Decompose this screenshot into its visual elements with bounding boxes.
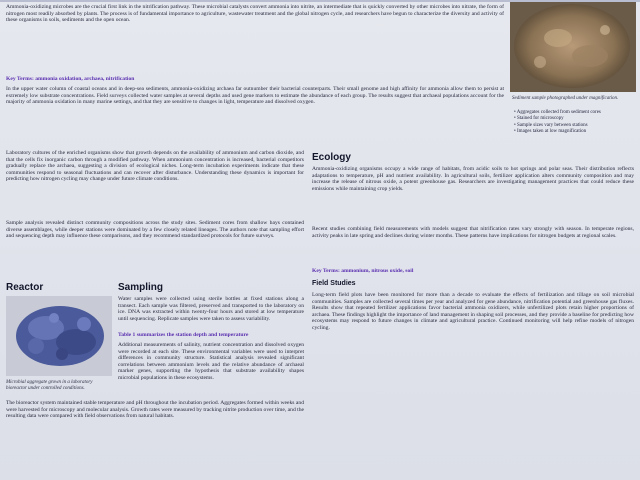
bullet-item: • Images taken at low magnification	[514, 129, 636, 135]
intro-paragraph: Ammonia-oxidizing microbes are the crucial first link in the nitrification pathway. These microbial catalysts convert ammonia into nitrite, an intermediate that is quickly converted by other microbes into nitrate, the form of nitrogen most readily absorbed by plants. The process is of fundamental importance to agriculture, wastewater treatment and the global nitrogen cycle, and researchers have begun to characterize the diversity and activity of these organisms in soils, sediments and the open ocean.	[6, 4, 504, 24]
ecology-paragraph-2: Recent studies combining field measurements with models suggest that nitrification rates vary strongly with season. In temperate regions, activity peaks in late spring and declines during winter months. These patterns have implications for nitrogen budgets at regional scales.	[312, 226, 634, 239]
reactor-paragraph: The bioreactor system maintained stable temperature and pH throughout the incubation period. Aggregates formed within weeks and were harvested for microscopy and molecular analysis. Growth rates were measured by tracking nitrite production over time, and the resulting data were compared with field observations from natural habitats.	[6, 400, 304, 420]
ecology-paragraph: Ammonia-oxidizing organisms occupy a wide range of habitats, from acidic soils to hot springs and polar seas. Their distribution reflects adaptations to temperature, pH and nutrient availability. In agricultural soils, fertilizer application alters community composition and may increase the release of nitrous oxide, a potent greenhouse gas. Researchers are investigating management practices that could reduce these emissions while maintaining crop yields.	[312, 166, 634, 192]
aggregate-photo-caption: Microbial aggregate grown in a laboratory bioreactor under controlled conditions.	[6, 380, 93, 391]
sampling-paragraph: Water samples were collected using sterile bottles at fixed stations along a transect. Each sample was filtered, preserved and transported to the laboratory on ice. DNA was extracted within twenty-four hours and stored at low temperature until sequencing. Replicate samples were taken to assess variability.	[118, 296, 304, 322]
section3-paragraph: Sample analysis revealed distinct community compositions across the study sites. Sediment cores from shallow bays contained diverse assemblages, while deeper stations were dominated by a few closely related lineages. The authors note that sampling effort and sequencing depth may influence these comparisons, and they recommend standardized protocols for future surveys.	[6, 220, 304, 240]
sediment-photo	[510, 2, 636, 92]
section2-paragraph: Laboratory cultures of the enriched organisms show that growth depends on the availability of ammonium and carbon dioxide, and that the cells fix inorganic carbon through a modified pathway. When ammonium concentration is increased, bacterial competitors gradually replace the archaea, suggesting a division of ecological niches. Long-term incubation experiments indicate that these communities respond to seasonal fluctuations and can recover after disturbance. Understanding these dynamics is important for predicting how nitrogen cycling may change under future climate conditions.	[6, 150, 304, 183]
sampling-paragraph-2: Additional measurements of salinity, nutrient concentration and dissolved oxygen were recorded at each site. These environmental variables were used to interpret differences in community structure. Statistical analysis revealed significant correlations between ammonium levels and the relative abundance of archaeal marker genes, supporting the hypothesis that substrate availability shapes microbial populations in these ecosystems.	[118, 342, 304, 381]
section1-highlight: Key Terms: ammonia oxidation, archaea, nitrification	[6, 76, 135, 82]
bullet-item: • Aggregates collected from sediment cores	[514, 110, 636, 116]
sampling-highlight: Table 1 summarizes the station depth and temperature	[118, 332, 249, 338]
ecology-highlight: Key Terms: ammonium, nitrous oxide, soil	[312, 268, 414, 274]
field-studies-paragraph: Long-term field plots have been monitored for more than a decade to evaluate the effects of fertilization and tillage on soil microbial communities. Samples are collected several times per year and analyzed for gene abundance, nitrification potential and greenhouse gas fluxes. Results show that repeated fertilizer applications favor bacterial ammonia oxidizers, while unfertilized plots retain higher proportions of archaea. These findings highlight the importance of land management in shaping soil processes, and they provide a baseline for predicting how ecosystems may respond to future changes in climate and agricultural practice. Continued monitoring will help refine models of nitrogen cycling.	[312, 292, 634, 331]
sediment-photo-bullets	[514, 110, 636, 136]
aggregate-photo	[6, 296, 112, 376]
sediment-photo-caption: Sediment sample photographed under magnification.	[512, 96, 619, 101]
section1-paragraph: In the upper water column of coastal oceans and in deep-sea sediments, ammonia-oxidizing archaea far outnumber their bacterial counterparts. Their small genome and high affinity for ammonia allow them to persist at extremely low substrate concentrations. Field surveys collected water samples at several depths and used gene markers to estimate the abundance of each group. The results suggest that archaeal populations account for the majority of ammonia oxidation in many marine settings, and that they are sensitive to changes in light, temperature and dissolved oxygen.	[6, 86, 504, 106]
ecology-heading: Ecology	[312, 152, 351, 163]
bullet-item: • Sample sizes vary between stations	[514, 123, 636, 129]
sampling-heading: Sampling	[118, 282, 164, 293]
sediment-photo-graphic	[510, 2, 636, 92]
bullet-item: • Stained for microscopy	[514, 116, 636, 122]
aggregate-photo-graphic	[6, 296, 112, 376]
reactor-heading: Reactor	[6, 282, 44, 293]
field-studies-subhead: Field Studies	[312, 280, 356, 287]
